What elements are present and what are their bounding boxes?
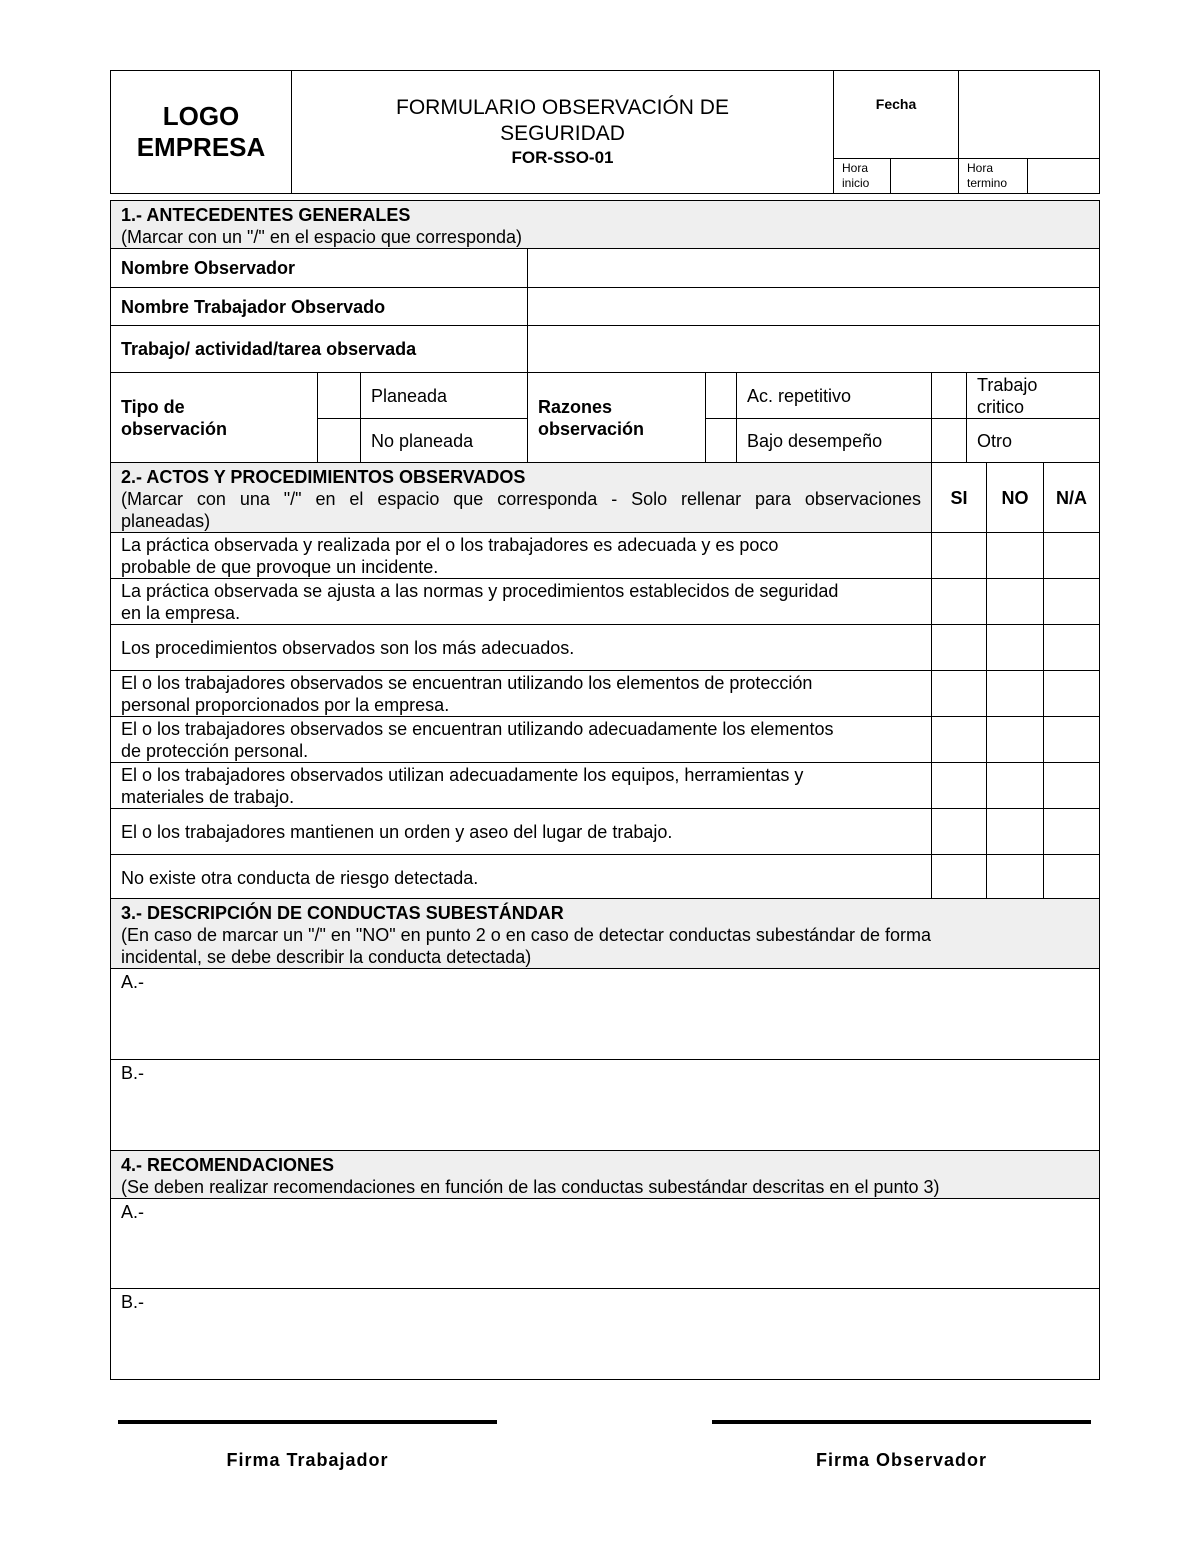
si-checkbox[interactable] [932, 533, 987, 579]
company-logo: LOGO EMPRESA [111, 71, 292, 194]
na-checkbox[interactable] [1044, 809, 1100, 855]
hora-termino-field[interactable] [1028, 159, 1100, 194]
form-header [110, 70, 1100, 194]
fecha-field[interactable] [959, 71, 1100, 159]
table-row [111, 579, 1100, 625]
table-row [111, 717, 1100, 763]
na-checkbox[interactable] [1044, 855, 1100, 901]
ac-repetitivo-label: Ac. repetitivo [737, 373, 932, 419]
checklist-item: El o los trabajadores observados utilizan adecuadamente los equipos, herramientas y materiales de trabajo. [111, 763, 932, 809]
planeada-label: Planeada [361, 373, 528, 419]
no-checkbox[interactable] [987, 625, 1044, 671]
recomendacion-b-label: B.- [121, 1292, 145, 1312]
no-planeada-checkbox[interactable] [318, 419, 361, 463]
firma-trabajador-line[interactable] [118, 1420, 497, 1424]
na-checkbox[interactable] [1044, 671, 1100, 717]
section2-heading: 2.- ACTOS Y PROCEDIMIENTOS OBSERVADOS (Marcar con una "/" en el espacio que corresponda - Solo rellenar para observaciones planeadas) [111, 463, 932, 533]
conducta-a-field[interactable] [111, 969, 1100, 1060]
na-checkbox[interactable] [1044, 533, 1100, 579]
otro-checkbox[interactable] [932, 419, 967, 463]
no-planeada-label: No planeada [361, 419, 528, 463]
si-checkbox[interactable] [932, 625, 987, 671]
no-checkbox[interactable] [987, 763, 1044, 809]
nombre-observador-field[interactable] [528, 249, 1100, 288]
na-checkbox[interactable] [1044, 579, 1100, 625]
checklist-item: El o los trabajadores observados se encuentran utilizando los elementos de protección personal proporcionados por la empresa. [111, 671, 932, 717]
table-row [111, 809, 1100, 855]
checklist-item: La práctica observada y realizada por el o los trabajadores es adecuada y es poco probable de que provoque un incidente. [111, 533, 932, 579]
razones-observacion-label: Razones observación [528, 373, 706, 463]
trabajo-actividad-label: Trabajo/ actividad/tarea observada [111, 326, 528, 373]
si-checkbox[interactable] [932, 763, 987, 809]
bajo-desempeno-checkbox[interactable] [706, 419, 737, 463]
hora-inicio-field[interactable] [891, 159, 959, 194]
nombre-trabajador-label: Nombre Trabajador Observado [111, 288, 528, 326]
ac-repetitivo-checkbox[interactable] [706, 373, 737, 419]
firma-trabajador-label: Firma Trabajador [226, 1450, 389, 1470]
column-na-header: N/A [1044, 463, 1100, 533]
checklist-item: La práctica observada se ajusta a las normas y procedimientos establecidos de seguridad en la empresa. [111, 579, 932, 625]
form-title: FORMULARIO OBSERVACIÓN DE SEGURIDAD FOR-SSO-01 [292, 71, 834, 194]
si-checkbox[interactable] [932, 579, 987, 625]
recomendacion-a-field[interactable] [111, 1199, 1100, 1289]
table-row [111, 533, 1100, 579]
nombre-observador-label: Nombre Observador [111, 249, 528, 288]
fecha-label: Fecha [834, 71, 959, 159]
nombre-trabajador-field[interactable] [528, 288, 1100, 326]
form-code: FOR-SSO-01 [511, 148, 614, 167]
trabajo-critico-label: Trabajo critico [967, 373, 1100, 419]
checklist-item: No existe otra conducta de riesgo detectada. [111, 855, 932, 901]
planeada-checkbox[interactable] [318, 373, 361, 419]
section3-heading: 3.- DESCRIPCIÓN DE CONDUCTAS SUBESTÁNDAR (En caso de marcar un "/" en "NO" en punto 2 o en caso de detectar conductas subestándar de forma incidental, se debe describir la conducta detectada) [111, 899, 1100, 969]
si-checkbox[interactable] [932, 717, 987, 763]
no-checkbox[interactable] [987, 717, 1044, 763]
section-antecedentes [110, 200, 1100, 463]
si-checkbox[interactable] [932, 671, 987, 717]
checklist-item: El o los trabajadores mantienen un orden y aseo del lugar de trabajo. [111, 809, 932, 855]
no-checkbox[interactable] [987, 671, 1044, 717]
section-actos-procedimientos [110, 462, 1100, 901]
page-title: FORMULARIO OBSERVACIÓN DE [396, 96, 729, 119]
recomendacion-b-field[interactable] [111, 1289, 1100, 1380]
na-checkbox[interactable] [1044, 625, 1100, 671]
bajo-desempeno-label: Bajo desempeño [737, 419, 932, 463]
table-row [111, 855, 1100, 901]
conducta-b-field[interactable] [111, 1060, 1100, 1151]
hora-inicio-label: Hora inicio [834, 159, 891, 194]
hora-termino-label: Hora termino [959, 159, 1028, 194]
conducta-a-label: A.- [121, 972, 145, 992]
otro-label: Otro [967, 419, 1100, 463]
firma-observador-label: Firma Observador [815, 1450, 988, 1470]
firma-observador-line[interactable] [712, 1420, 1091, 1424]
column-no-header: NO [987, 463, 1044, 533]
checklist-item: Los procedimientos observados son los más adecuados. [111, 625, 932, 671]
section4-heading: 4.- RECOMENDACIONES (Se deben realizar recomendaciones en función de las conductas subestándar descritas en el punto 3) [111, 1151, 1100, 1199]
si-checkbox[interactable] [932, 809, 987, 855]
section1-heading: 1.- ANTECEDENTES GENERALES (Marcar con un "/" en el espacio que corresponda) [111, 201, 1100, 249]
table-row [111, 763, 1100, 809]
column-si-header: SI [932, 463, 987, 533]
section-conductas-recomendaciones [110, 898, 1100, 1380]
table-row [111, 625, 1100, 671]
checklist-item: El o los trabajadores observados se encuentran utilizando adecuadamente los elementos de protección personal. [111, 717, 932, 763]
na-checkbox[interactable] [1044, 763, 1100, 809]
no-checkbox[interactable] [987, 533, 1044, 579]
trabajo-critico-checkbox[interactable] [932, 373, 967, 419]
no-checkbox[interactable] [987, 855, 1044, 901]
conducta-b-label: B.- [121, 1063, 145, 1083]
table-row [111, 671, 1100, 717]
na-checkbox[interactable] [1044, 717, 1100, 763]
trabajo-actividad-field[interactable] [528, 326, 1100, 373]
no-checkbox[interactable] [987, 579, 1044, 625]
no-checkbox[interactable] [987, 809, 1044, 855]
recomendacion-a-label: A.- [121, 1202, 145, 1222]
si-checkbox[interactable] [932, 855, 987, 901]
tipo-observacion-label: Tipo de observación [111, 373, 318, 463]
